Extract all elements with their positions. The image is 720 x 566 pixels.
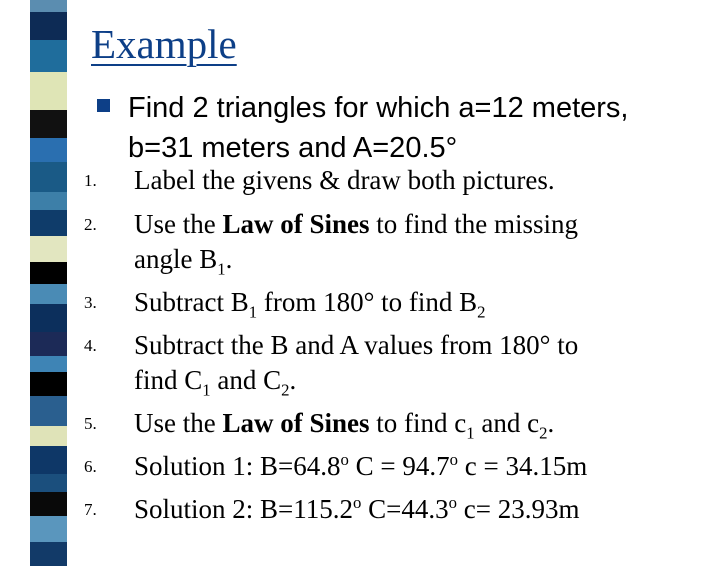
- step-text-line: [134, 208, 578, 240]
- square-bullet-icon: [97, 99, 110, 112]
- step-text-segment: .: [225, 244, 233, 274]
- stripe-block: [30, 332, 67, 356]
- step-number: 4.: [84, 336, 97, 355]
- slide-title: Example: [91, 21, 237, 67]
- stripe-block: [30, 474, 67, 492]
- stripe-block: [30, 426, 67, 446]
- step-text-segment: Subtract the B and A values from 180° to: [134, 330, 579, 360]
- step-text-segment: and C: [210, 365, 282, 395]
- stripe-block: [30, 0, 67, 12]
- step-text-segment: .: [289, 365, 297, 395]
- step-text-line: [134, 450, 587, 482]
- step-text-line: [134, 493, 579, 525]
- step-text-line: [134, 243, 233, 279]
- step-number: 5.: [84, 414, 97, 433]
- stripe-block: [30, 284, 67, 304]
- stripe-block: [30, 446, 67, 474]
- bullet-line-1: Find 2 triangles for which a=12 meters,: [128, 92, 629, 124]
- stripe-block: [30, 12, 67, 40]
- stripe-block: [30, 192, 67, 210]
- step-text-segment: Use the: [134, 408, 223, 438]
- stripe-block: [30, 210, 67, 236]
- step-number: 3.: [84, 293, 97, 312]
- step-text-segment: to find c: [369, 408, 467, 438]
- step-text-segment: 2: [477, 302, 486, 322]
- stripe-block: [30, 372, 67, 396]
- step-number: 2.: [84, 215, 97, 234]
- step-text-segment: Law of Sines: [222, 209, 370, 239]
- stripe-block: [30, 492, 67, 516]
- step-text-segment: Law of Sines: [222, 408, 370, 438]
- stripe-block: [30, 356, 67, 372]
- stripe-block: [30, 138, 67, 162]
- stripe-block: [30, 40, 67, 72]
- step-number: 7.: [84, 500, 97, 519]
- step-text-segment: c= 23.93m: [457, 494, 580, 524]
- stripe-block: [30, 516, 67, 542]
- step-text-line: [134, 286, 486, 322]
- step-text-line: [134, 364, 297, 400]
- step-text-segment: 1: [248, 302, 258, 322]
- step-text-segment: 1: [466, 423, 475, 443]
- step-text-segment: from 180° to find B: [257, 287, 478, 317]
- step-text-segment: C=44.3: [361, 494, 449, 524]
- decorative-stripe: [30, 0, 67, 540]
- step-text-segment: angle B: [134, 244, 218, 274]
- step-text-segment: Label the givens & draw both pictures.: [134, 165, 555, 195]
- step-text-line: [134, 329, 578, 361]
- step-text-segment: Use the: [134, 209, 223, 239]
- stripe-block: [30, 262, 67, 284]
- step-text-segment: to find the missing: [369, 209, 579, 239]
- stripe-block: [30, 304, 67, 332]
- step-text-segment: Solution 1: B=64.8: [134, 451, 341, 481]
- stripe-block: [30, 72, 67, 110]
- step-text-segment: and c: [474, 408, 540, 438]
- step-number: 1.: [84, 171, 97, 190]
- step-text-segment: Subtract B: [134, 287, 249, 317]
- bullet-text: [128, 88, 718, 168]
- step-text-line: [134, 407, 555, 443]
- step-text-segment: 1: [217, 259, 226, 279]
- stripe-block: [30, 162, 67, 192]
- bullet-line-2: b=31 meters and A=20.5°: [128, 132, 458, 164]
- step-number: 6.: [84, 457, 97, 476]
- step-text-segment: 2: [281, 380, 290, 400]
- step-text-segment: .: [547, 408, 555, 438]
- stripe-block: [30, 542, 67, 566]
- step-text-segment: o: [449, 450, 459, 469]
- step-text-segment: o: [353, 493, 362, 512]
- stripe-block: [30, 236, 67, 262]
- step-text-segment: Solution 2: B=115.2: [134, 494, 354, 524]
- step-text-segment: 2: [539, 423, 548, 443]
- step-text-line: [134, 164, 555, 196]
- step-text-segment: find C: [134, 365, 203, 395]
- stripe-block: [30, 110, 67, 138]
- step-text-segment: 1: [202, 380, 211, 400]
- step-text-segment: C = 94.7: [348, 451, 450, 481]
- step-text-segment: o: [340, 450, 349, 469]
- stripe-block: [30, 396, 67, 426]
- step-text-segment: o: [448, 493, 458, 512]
- step-text-segment: c = 34.15m: [458, 451, 588, 481]
